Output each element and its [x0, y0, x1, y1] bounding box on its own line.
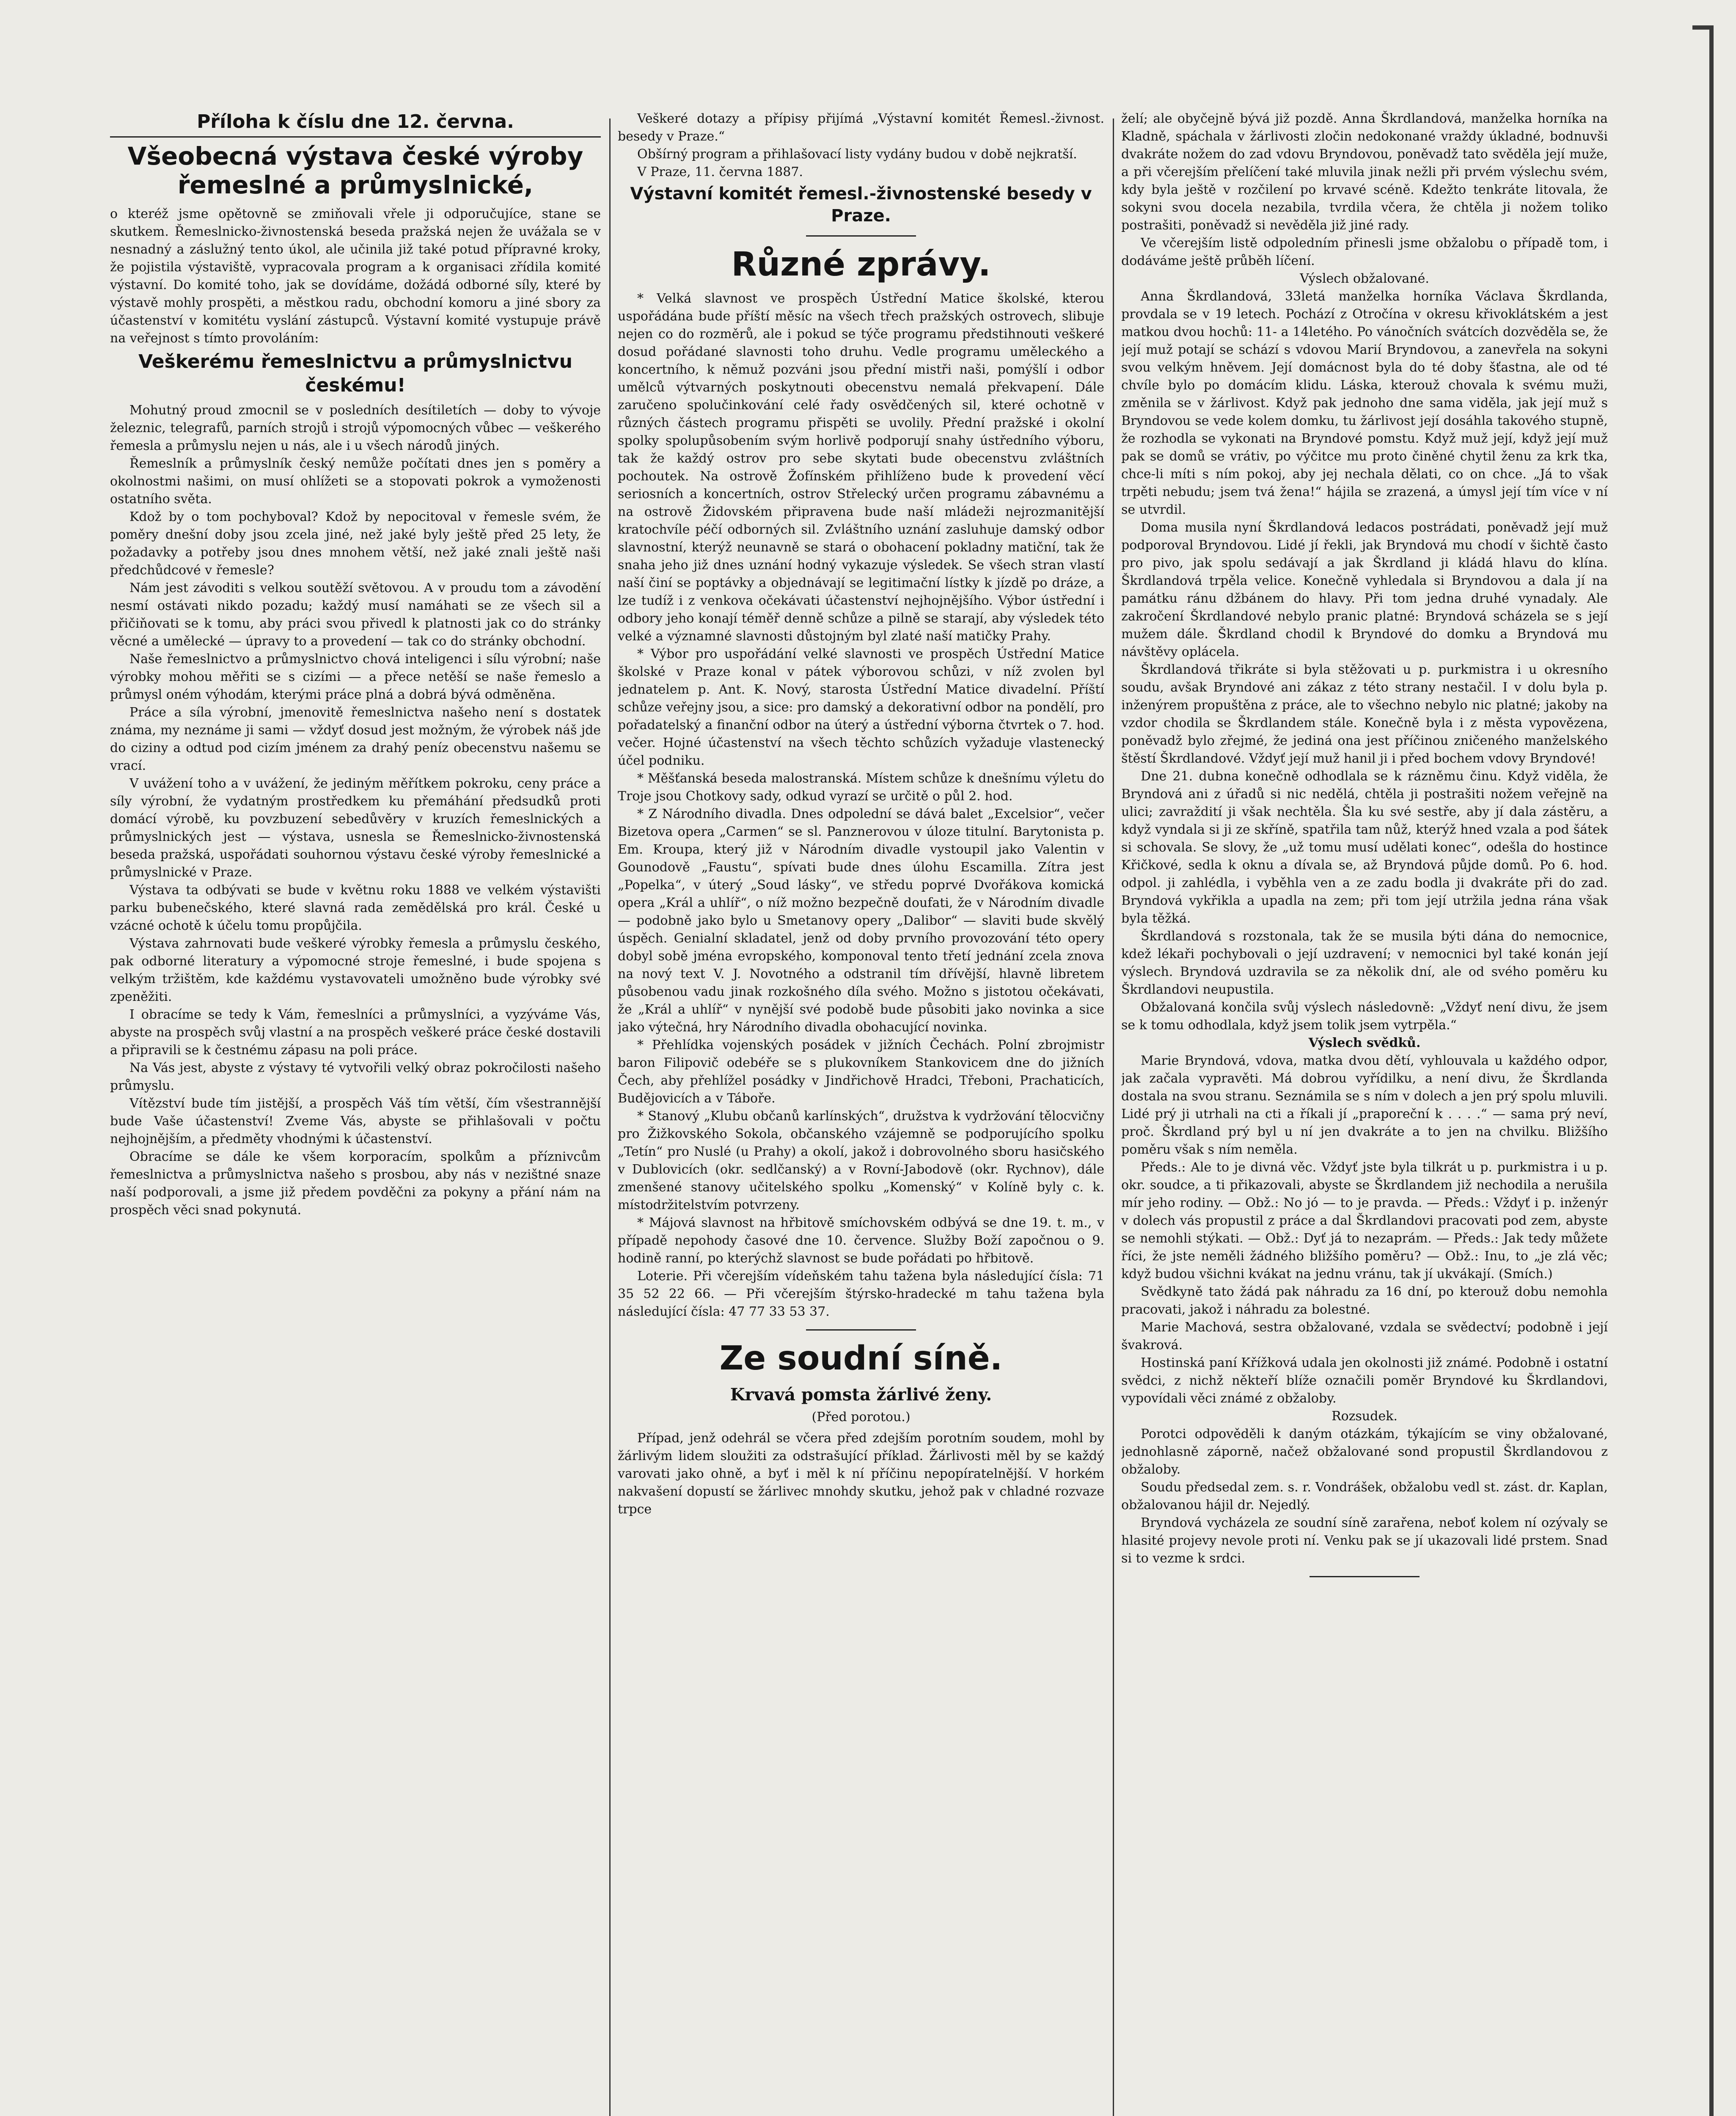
court-paragraph: želí; ale obyčejně bývá již pozdě. Anna Škrdlandová, manželka horníka na Kladně, spáchala v žárlivosti zločin nedokonané vraždy úkladné, bodnuvši dvakráte nožem do zad vdovu Bryndovou, poněvadž tato svěděla její muže, a při včerejším přelíčení také mluvila jinak nežli při prvém výslechu svém, kdy byla ještě v rozčilení po krvavé scéně. Kdežto tenkráte litovala, že sokyni svou docela nezabila, tvrdila včera, že chtěla ji nožem toliko postrašiti, poněvadž si nevěděla již jiné rady. — [1121, 111, 1608, 233]
exhibition-intro: o kteréž jsme opětovně se zmiňovali vřele ji odporučujíce, stane se skutkem. Řemeslnicko-živnostenská beseda pražská nejen že uvážala se v nesnadný a záslužný tento úkol, ale učinila již také potud přípravné kroky, že pojistila výstaviště, vypracovala program a k organisaci zřídila komité výstavní. Do komité toho, jak se dovídáme, dožádá odborné síly, které by výstavě mohly prospěti, a městkou radu, obchodní komoru a jiné sbory za účastenství v komitétu vyslání zástupců. Výstavní komité vystupuje právě na veřejnost s tímto provoláním: — [110, 207, 601, 346]
court-paragraph: Porotci odpověděli k daným otázkám, týkajícím se viny obžalované, jednohlasně záporně, načež obžalované sond propustil Škrdlandovou z obžaloby. — [1121, 1427, 1608, 1477]
news-item: * Velká slavnost ve prospěch Ústřední Matice školské, kterou uspořádána bude příští měsíc na všech třech pražských ostrovech, slibuje nejen co do rozměrů, ale i pokud se týče programu předstihnouti veškeré dosud pořádané slavnosti toho druhu. Vedle programu uměleckého a koncertního, k němuž pozváni jsou přední mistři naši, pomýšlí i odbor umělců výtvarných poskytnouti obecenstvu nemalá překvapení. Dále zaručeno spolučinkování celé řady osvědčených sil, které ochotně v různých částech programu přispěti se uvolily. Přední pražské i okolní spolky spolupůsobením svým horlivě podporují snahy ústředního výboru, tak že každý ostrov pro sebe skytati bude obecenstvu zvláštních pochoutek. Na ostrově Žofínském přihlíženo bude k provedení věcí seriosních a koncertních, ostrov Střelecký určen programu zábavnému a na ostrově Židovském připravena bude naší mládeži nejrozmanitější kratochvíle péčí odborných sil. Zvláštního uznání zasluhuje damský odbor slavnostní, kterýž neunavně se stará o obohacení pokladny matiční, tak že snaha jeho již dnes uznání hodný vykazuje výsledek. Se všech stran vlastí naší činí se poptávky a objednávají se legitimační lístky k jízdě po dráze, a lze tudíž i z venkova očekávati účastenství nejhojnějšího. Výbor ústřední i odbory jeho konají téměř denně schůze a pilně se starají, aby výsledek této velké a významné slavnosti důstojným byl zlaté naší matičky Prahy. — [618, 291, 1104, 644]
court-paragraph: Marie Bryndová, vdova, matka dvou dětí, vyhlouvala u každého odpor, jak začala vypravěti. Má dobrou vyřídilku, a není divu, že Škrdlanda dostala na svou stranu. Seznámila se s ním v dolech a jen prý spolu mluvili. Lidé prý ji utrhali na cti a říkali jí „praporeční k . . . .“ — sama prý neví, proč. Škrdland prý byl u ní jen dvakráte a to jen na chvilku. Bližšího poměru však s ním neměla. — [1121, 1053, 1608, 1157]
supplement-header: Příloha k číslu dne 12. června. — [197, 111, 514, 132]
column-1 — [110, 110, 601, 2116]
court-paragraph: Škrdlandová s rozstonala, tak že se musila býti dána do nemocnice, kdež lékaři pochybovali o její uzdravení; v nemocnici byl také konán její výslech. Bryndová uzdravila se za několik dní, ale od svého poměru ku Škrdlandovi neupustila. — [1121, 929, 1608, 997]
news-item: * Z Národního divadla. Dnes odpolední se dává balet „Excelsior“, večer Bizetova opera „Carmen“ se sl. Panznerovou v úloze titulní. Barytonista p. Em. Kroupa, který již v Národním divadle vystoupil jako Valentin v Gounodově „Faustu“, spívati bude dnes úlohu Escamilla. Zítra jest „Popelka“, v úterý „Soud lásky“, ve středu poprvé Dvořákova komická opera „Král a uhlíř“, o níž možno bezpečně doufati, že v Národním divadle — podobně jako bylo u Smetanovy opery „Dalibor“ — slaviti bude skvělý úspěch. Genialní skladatel, jenž od doby prvního provozování této opery dobyl sobě jména evropského, komponoval tento třetí jednání zcela znova na nový text V. J. Novotného a odstranil tím dřívější, hlavně libretem působenou vadu jinak rozkošného díla svého. Možno s jistotou očekávati, že „Král a uhlíř“ v nynější své podobě bude působiti jako novinka a sice jako výtečná, hry Národního divadla obohacující novinka. — [618, 807, 1104, 1035]
court-paragraph: Předs.: Ale to je divná věc. Vždyť jste byla tilkrát u p. purkmistra i u p. okr. soudce, a ti přikazovali, abyste se Škrdlandem již nechodila a nerušila mír jeho rodiny. — Obž.: No jó — to je pravda. — Předs.: Vždyť i p. inženýr v dolech vás propustil z práce a dal Škrdlandovi pracovati pod zem, abyste se nemohli stýkati. — Obž.: Dyť já to nezaprám. — Předs.: Jak tedy můžete říci, že jste neměli žádného bližšího poměru? — Obž.: Inu, to „je zlá věc; když budou všichni kvákat na jednu vránu, tak jí ukvákají. (Smích.) — [1121, 1160, 1608, 1281]
appeal-title: Veškerému řemeslnictvu a průmyslnictvu českému! — [138, 351, 572, 396]
court-paragraph: Hostinská paní Křížková udala jen okolnosti již známé. Podobně i ostatní svědci, z nichž někteří blíže označili poměr Bryndové ku Škrdlandovi, vypovídali věci známé z obžaloby. — [1121, 1356, 1608, 1406]
court-paragraph: Škrdlandová třikráte si byla stěžovati u p. purkmistra i u okresního soudu, avšak Bryndové ani zákaz z této strany nestačil. I v dolu byla p. inženýrem propuštěna z práce, ale to všechno nebylo nic platné; jakoby na vzdor chodila se Škrdlandem stále. Konečně byla i z města vypovězena, poněvadž bylo zřejmé, že jediná ona jest příčinou zničeného manželského štěstí Škrdlandové. Vždyť její muž hanil ji i před bochem vdovy Bryndové! — [1121, 662, 1608, 766]
divider — [110, 136, 601, 138]
article-paragraph: Řemeslník a průmyslník český nemůže počítati dnes jen s poměry a okolnostmi našimi, on musí ohlížeti se a stopovati pokrok a vymoženosti ostatního světa. — [110, 456, 601, 507]
page-edge-shadow — [1709, 25, 1714, 2116]
news-item: * Přehlídka vojenských posádek v jižních Čechách. Polní zbrojmistr baron Filipovič odebéře se s plukovníkem Stankovicem dne do jižních Čech, aby přehlížel posádky v Jindřichově Hradci, Třeboni, Prachaticích, Budějovicích a v Táboře. — [618, 1038, 1104, 1106]
column-rule — [1113, 118, 1114, 2116]
divider — [1310, 1576, 1420, 1577]
article-paragraph: I obracíme se tedy k Vám, řemeslníci a průmyslníci, a vyzýváme Vás, abyste na prospěch svůj vlastní a na prospěch veškeré práce české dostavili a připravili se k čestnému zápasu na poli práce. — [110, 1007, 601, 1058]
page-edge-shadow-top — [1692, 25, 1709, 30]
exhibition-headline: Všeobecná výstava české výroby řemeslné a průmyslnické, — [127, 142, 583, 199]
article-paragraph: Mohutný proud zmocnil se v posledních desítiletích — doby to vývoje železnic, telegrafů, parních strojů i strojů výpomocných vůbec — veškerého řemesla a průmyslu nejen u nás, ale i u všech národů jiných. — [110, 403, 601, 453]
court-paragraph: Dne 21. dubna konečně odhodlala se k rázněmu činu. Když viděla, že Bryndová ani z úřadů si nic nedělá, chtěla ji postrašiti nožem veřejně na ulici; zavraždití ji však nechtěla. Šla ku své sestře, aby jí dala zástěru, a když vyndala si ji ze skříně, spatřila tam nůž, kterýž hned vzala a pod šátek si schovala. Se slovy, že „už tomu musí udělati konec“, odešla do hostince Křičkové, sedla k oknu a dívala se, až Bryndová půjde domů. Po 6. hod. odpol. ji zahlédla, i vyběhla ven a ze zadu bodla ji dvakráte při do zad. Bryndová vykřikla a upadla na zem; při tom její utržila jedna rána však byla těžká. — [1121, 769, 1608, 926]
article-paragraph: Vítězství bude tím jistější, a prospěch Váš tím větší, čím všestrannější bude Vaše účastenství! Zveme Vás, abyste se přihlašovali v počtu nejhojnějším, a předměty vhodnými k účastenství. — [110, 1096, 601, 1146]
article-paragraph: Na Vás jest, abyste z výstavy té vytvořili velký obraz pokročilosti našeho průmyslu. — [110, 1061, 601, 1093]
court-paragraph: Svědkyně tato žádá pak náhradu za 16 dní, po kterouž dobu nemohla pracovati, jakož i náhradu za bolestné. — [1121, 1284, 1608, 1317]
article-paragraph: Naše řemeslnictvo a průmyslnictvo chová inteligenci i sílu výrobní; naše výrobky mohou měřiti se s cizími — a přece netěší se naše řemeslo a průmysl oném výhodám, kterými práce plná a dobrá bývá odměněna. — [110, 652, 601, 702]
article-paragraph: V uvážení toho a v uvážení, že jediným měřítkem pokroku, ceny práce a síly výrobní, že vydatným prostředkem ku přemáhání předsudků proti domácí výrobě, ku povzbuzení sebedůvěry v kruzích řemeslnických a průmyslnických jest — výstava, usnesla se Řemeslnicko-živnostenská beseda pražská, uspořádati souhornou výstavu české výroby řemeslnické a průmyslnické v Praze. — [110, 776, 601, 880]
court-paragraph: Obžalovaná končila svůj výslech následovně: „Vždyť není divu, že jsem se k tomu odhodlala, když jsem tolik jsem vytrpěla.“ — [1121, 1000, 1608, 1033]
news-item: * Měšťanská beseda malostranská. Místem schůze k dnešnímu výletu do Troje jsou Chotkovy sady, odkud vyrazí se určitě o půl 2. hod. — [618, 771, 1104, 804]
article-paragraph: Výstava ta odbývati se bude v květnu roku 1888 ve velkém výstavišti parku bubenečského, které slavná rada zemědělská pro král. České u vzácné ochotě k účelu tomu propůjčila. — [110, 883, 601, 933]
court-paragraph: Soudu předsedal zem. s. r. Vondrášek, obžalobu vedl st. zást. dr. Kaplan, obžalovanou hájil dr. Nejedlý. — [1121, 1480, 1608, 1513]
court-paragraph: Doma musila nyní Škrdlandová ledacos postrádati, poněvadž její muž podporoval Bryndovou. Lidé jí řekli, jak Bryndová mu chodí v šichtě často pro pivo, jak spolu sedávají a jak Škrdland ji kládá hlavu do klína. Škrdlandová trpěla velice. Konečně vyhledala si Bryndovou a dala jí na památku ránu džbánem do hlavy. Při tom jedna druhé vynadaly. Ale zakročení Škrdlandové nebylo pranic platné: Bryndová scházela se s její mužem dále. Škrdland chodil k Bryndové do domku a Bryndová mu návštěvy oplácela. — [1121, 520, 1608, 659]
divider — [806, 235, 916, 237]
exam-title: Výslech obžalované. — [1300, 271, 1429, 286]
court-subtitle: Krvavá pomsta žárlivé ženy. — [730, 1385, 992, 1405]
article-paragraph: Obracíme se dále ke všem korporacím, spolkům a příznivcům řemeslnictva a průmyslnictva našeho s prosbou, aby nás v nezištné snaze naší podporovali, a jsme již předem povděčni za pokyny a přání nám na prospěch věci snad pokynutá. — [110, 1149, 601, 1218]
divider — [806, 1329, 916, 1331]
court-paragraph: Anna Škrdlandová, 33letá manželka horníka Václava Škrdlanda, provdala se v 19 letech. Pochází z Otročína v okresu křivoklátském a jest matkou dvou hochů: 11- a 14letého. Po vánočních svátcích dozvěděla se, že její muž potají se schází s vdovou Marií Bryndovou, a zanevřela na sokyni svou velkým hněvem. Její domácnost byla do té doby šťastna, ale od té chvíle bylo po domácím klidu. Láska, kterouž chovala k svému muži, změnila se v žárlivost. Když pak jednoho dne sama viděla, jak její muž s Bryndovou se vede kolem domku, tu žárlivost její dosáhla takového stupně, že rozhodla se vykonati na Bryndové pomstu. Když muž její, když její muž pak se domů se vrátiv, po výčitce mu proto činěné chytil ženu za krk tka, chce-li míti s ním pokoj, aby jej nechala dělati, co on chce. „Já to však trpěti nebudu; jsem tvá žena!“ hájila se zrazená, a úmysl její tím více v ní se utvrdil. — [1121, 289, 1608, 517]
article-paragraph: Veškeré dotazy a přípisy přijímá „Výstavní komitét Řemesl.-živnost. besedy v Praze.“ — [618, 111, 1104, 144]
court-paragraph: Případ, jenž odehrál se včera před zdejším porotním soudem, mohl by žárlivým lidem sloužiti za odstrašující příklad. Žárlivosti měl by se každý varovati jako ohně, a byť i měl k ní příčinu nepopíratelnější. V horkém nakvašení dopustí se žárlivec mnohdy skutku, jehož pak v chladné rozvaze trpce — [618, 1431, 1104, 1517]
news-item: * Májová slavnost na hřbitově smíchovském odbývá se dne 19. t. m., v případě nepohody časové dne 10. července. Služby Boží započnou o 9. hodině ranní, po kterýchž slavnost se bude pořádati po hřbitově. — [618, 1215, 1104, 1266]
court-paragraph: Bryndová vycházela ze soudní síně zarařena, neboť kolem ní ozývaly se hlasité projevy nevole proti ní. Venku pak se jí ukazovali lidé prstem. Snad si to vezme k srdci. — [1121, 1515, 1608, 1566]
news-item: * Výbor pro uspořádání velké slavnosti ve prospěch Ústřední Matice školské v Praze konal v pátek výborovou schůzi, v níž zvolen byl jednatelem p. Ant. K. Nový, starosta Ústřední Matice divadelní. Příští schůze veřejny jsou, a sice: pro damský a dekorativní odbor na pondělí, pro pořadatelský a finanční odbor na úterý a ústřední výborna čtvrtek o 7. hod. večer. Hojné účastenství na všech těchto schůzích vyžaduje vlastenecký účel podniku. — [618, 647, 1104, 768]
article-paragraph: Nám jest závoditi s velkou soutěží světovou. A v proudu tom a závodění nesmí ostávati nikdo pozadu; každý musí namáhati se ze všech sil a přičiňovati se k tomu, aby práci svou přivedl k platnosti jak co do stránky věcné a umělecké — úpravy to a provedení — tak co do stránky obchodní. — [110, 581, 601, 649]
article-paragraph: Kdož by o tom pochyboval? Kdož by nepocitoval v řemesle svém, že poměry dnešní doby jsou zcela jiné, než jaké byly ještě před 25 lety, že požadavky a potřeby jsou dnes mnohem větší, než jaké znali ještě naši předchůdcové v řemesle? — [110, 510, 601, 578]
court-section-title: Ze soudní síně. — [719, 1339, 1003, 1378]
news-item: * Stanový „Klubu občanů karlínských“, družstva k vydržování tělocvičny pro Žižkovského Sokola, občanského vzájemně se podporujícího spolku „Tetín“ pro Nuslé (u Prahy) a okolí, jakož i dobrovolného sboru hasičského v Dublovicích (okr. sedlčanský) a v Rovní-Jabodově (okr. Rychnov), dále zmenšené stanovy učitelského spolku „Komenský“ v Kolíně byly c. k. místodržitelstvím potvrzeny. — [618, 1109, 1104, 1212]
article-paragraph: Výstava zahrnovati bude veškeré výrobky řemesla a průmyslu českého, pak odborné literatury a výpomocné stroje řemeslné, i bude spojena s velkým tržištěm, kde každému vystavovateli umožněno bude výrobky své zpeněžiti. — [110, 936, 601, 1004]
article-paragraph: Práce a síla výrobní, jmenovitě řemeslnictva našeho není s dostatek známa, my neznáme ji sami — vždyť dosud jest možným, že výrobek náš jde do ciziny a odtud pod cizím jménem za drahý peníz obecenstvu našemu se vrací. — [110, 705, 601, 773]
article-paragraph: Obšírný program a přihlašovací listy vydány budou v době nejkratší. — [637, 147, 1077, 162]
verdict-title: Rozsudek. — [1332, 1409, 1398, 1424]
court-paragraph: Ve včerejším listě odpoledním přinesli jsme obžalobu o případě tom, i dodáváme ještě průběh líčení. — [1121, 236, 1608, 268]
witness-title: Výslech svědků. — [1308, 1036, 1421, 1050]
news-section-title: Různé zprávy. — [731, 245, 991, 284]
column-2 — [618, 110, 1104, 2116]
committee-signature: Výstavní komitét řemesl.-živnostenské besedy v Praze. — [630, 184, 1092, 226]
court-note: (Před porotou.) — [812, 1410, 911, 1424]
dateline: V Praze, 11. června 1887. — [637, 165, 803, 179]
column-rule — [609, 118, 611, 2116]
column-3 — [1121, 110, 1608, 2116]
news-item: Loterie. Při včerejším vídeňském tahu tažena byla následující čísla: 71 35 52 22 66. — Při včerejším štýrsko-hradecké m tahu tažena byla následující čísla: 47 77 33 53 37. — [618, 1269, 1104, 1319]
court-paragraph: Marie Machová, sestra obžalované, vzdala se svědectví; podobně i její švakrová. — [1121, 1320, 1608, 1353]
